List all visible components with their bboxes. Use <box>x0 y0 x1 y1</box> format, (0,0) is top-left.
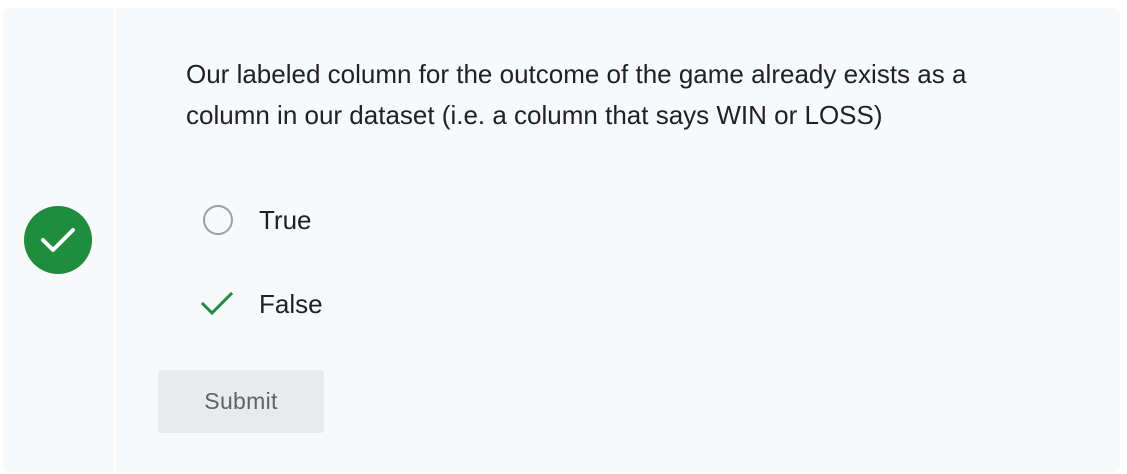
radio-unselected-icon[interactable] <box>203 205 233 235</box>
question-line-2: column in our dataset (i.e. a column that says WIN or LOSS) <box>186 100 883 130</box>
option-false[interactable] <box>199 284 323 324</box>
correct-status-icon <box>24 206 92 274</box>
question-line-1: Our labeled column for the outcome of the game already exists as a <box>186 59 967 89</box>
check-icon <box>199 289 235 319</box>
option-label-true: True <box>259 204 312 235</box>
status-gutter <box>3 8 114 472</box>
question-card <box>3 8 1120 472</box>
check-icon <box>39 225 77 255</box>
question-text <box>186 54 1086 136</box>
submit-button[interactable]: Submit <box>158 370 324 433</box>
gutter-divider <box>114 8 116 472</box>
option-true[interactable] <box>199 200 312 240</box>
option-label-false: False <box>259 288 323 319</box>
